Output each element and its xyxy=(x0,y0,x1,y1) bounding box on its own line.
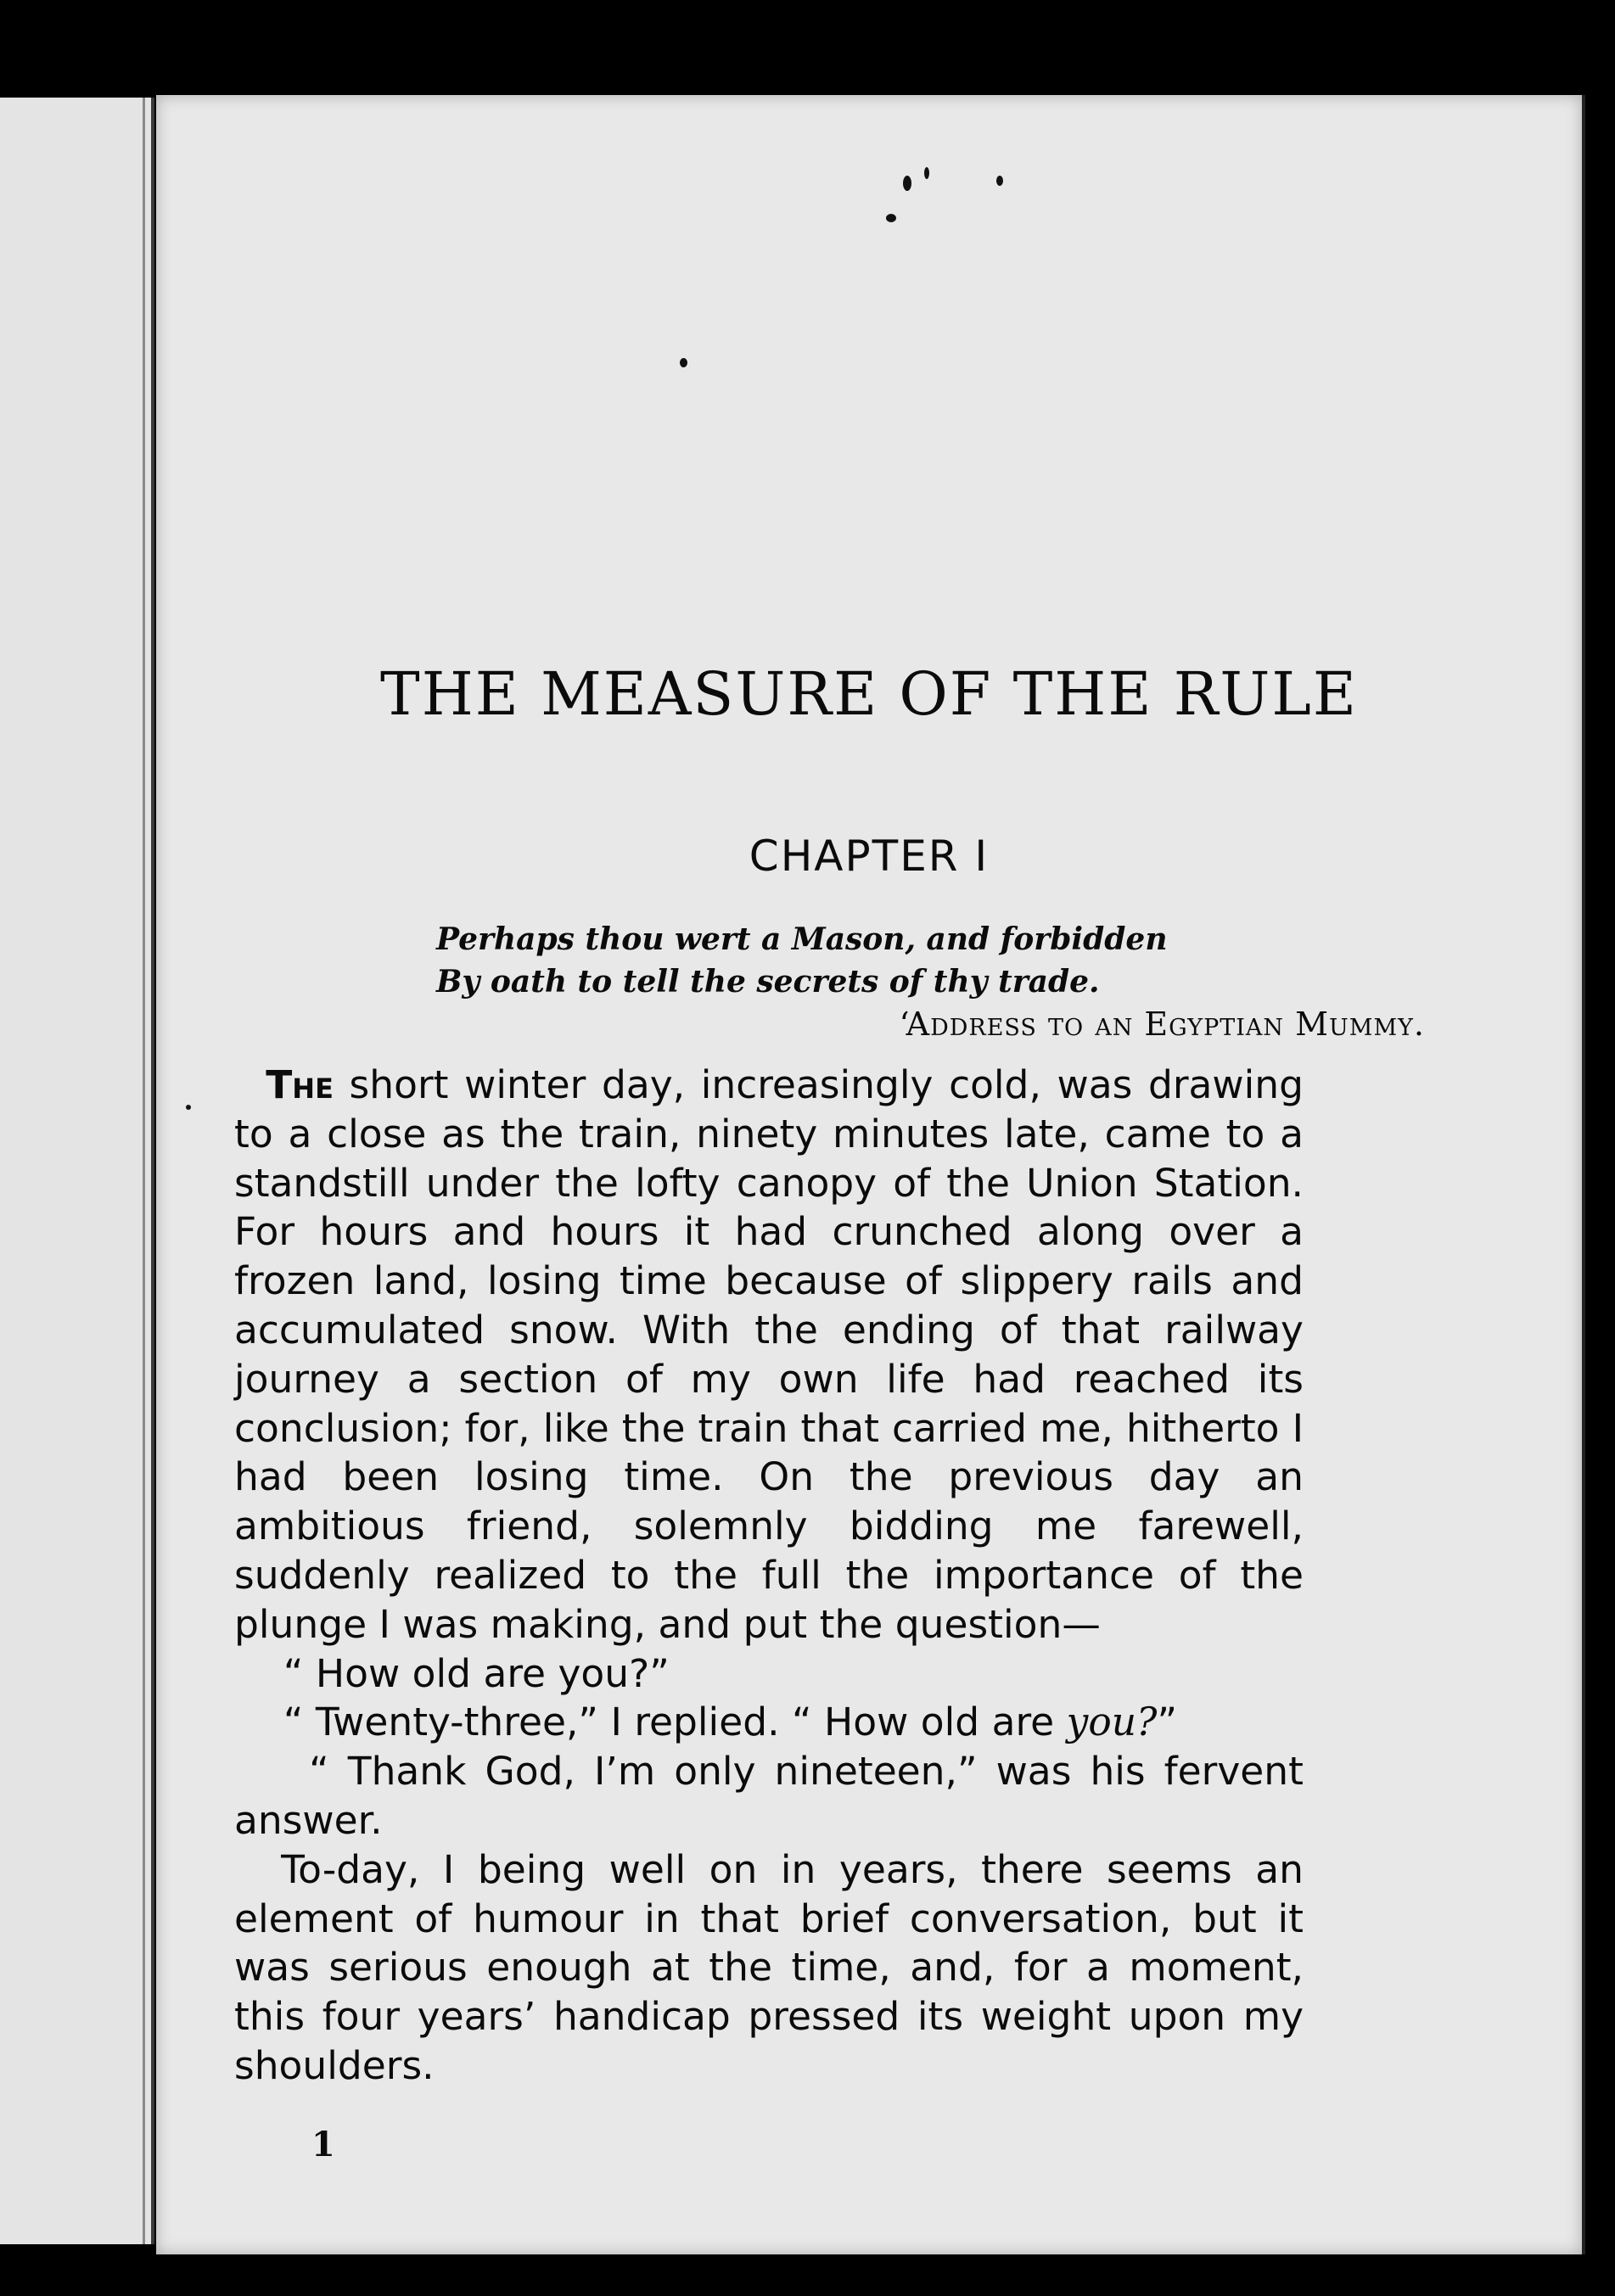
scan-speck xyxy=(924,167,929,179)
paragraph xyxy=(234,1845,1304,2091)
emphasized-word: you? xyxy=(1066,1700,1158,1745)
paragraph xyxy=(234,1649,1304,1699)
chapter-body xyxy=(234,1061,1304,2091)
epigraph-attribution: ‘Address to an Egyptian Mummy. xyxy=(899,1005,1425,1043)
paragraph xyxy=(234,1698,1304,1747)
paragraph-text: ” xyxy=(1157,1700,1178,1745)
paragraph-text: “ Thank God, I’m only nineteen,” was his fervent answer. xyxy=(234,1749,1304,1843)
paragraph-text: “ How old are you?” xyxy=(283,1650,670,1696)
scan-speck xyxy=(186,1105,191,1110)
scan-speck xyxy=(903,176,911,191)
binding-crease xyxy=(143,98,145,2244)
scan-speck xyxy=(996,176,1003,186)
paragraph-text: To-day, I being well on in years, there seems an element of humour in that brief conversation, but it was serious enough at the time, and, for a moment, this four years’ handicap pressed its weight upon my shoulders. xyxy=(234,1846,1304,2088)
book-page xyxy=(156,95,1585,2254)
scan-speck xyxy=(886,214,896,222)
scan-speck xyxy=(680,358,687,367)
facing-page-edge xyxy=(0,98,154,2244)
epigraph-line: By oath to tell the secrets of thy trade. xyxy=(436,964,1100,1000)
paragraph-text: short winter day, increasingly cold, was drawing to a close as the train, ninety minutes late, came to a standstill under the lofty canopy of the Union Station. For hours and hours it had crunched along over a frozen land, losing time because of slippery rails and accumulated snow. With the ending of that railway journey a section of my own life had reached its conclusion; for, like the train that carried me, hitherto I had been losing time. On the previous day an ambitious friend, solemnly bidding me farewell, suddenly realized to the full the importance of the plunge I was making, and put the question— xyxy=(234,1062,1304,1647)
paragraph-lead-word: The xyxy=(266,1062,334,1107)
paragraph-text: “ Twenty-three,” I replied. “ How old are xyxy=(283,1700,1067,1745)
paragraph xyxy=(234,1747,1304,1845)
chapter-heading: CHAPTER I xyxy=(749,832,990,881)
epigraph xyxy=(436,918,1438,1045)
epigraph-line: Perhaps thou wert a Mason, and forbidden xyxy=(436,921,1168,957)
book-title: THE MEASURE OF THE RULE xyxy=(380,659,1358,729)
page-number: 1 xyxy=(311,2125,335,2164)
paragraph xyxy=(234,1061,1304,1649)
